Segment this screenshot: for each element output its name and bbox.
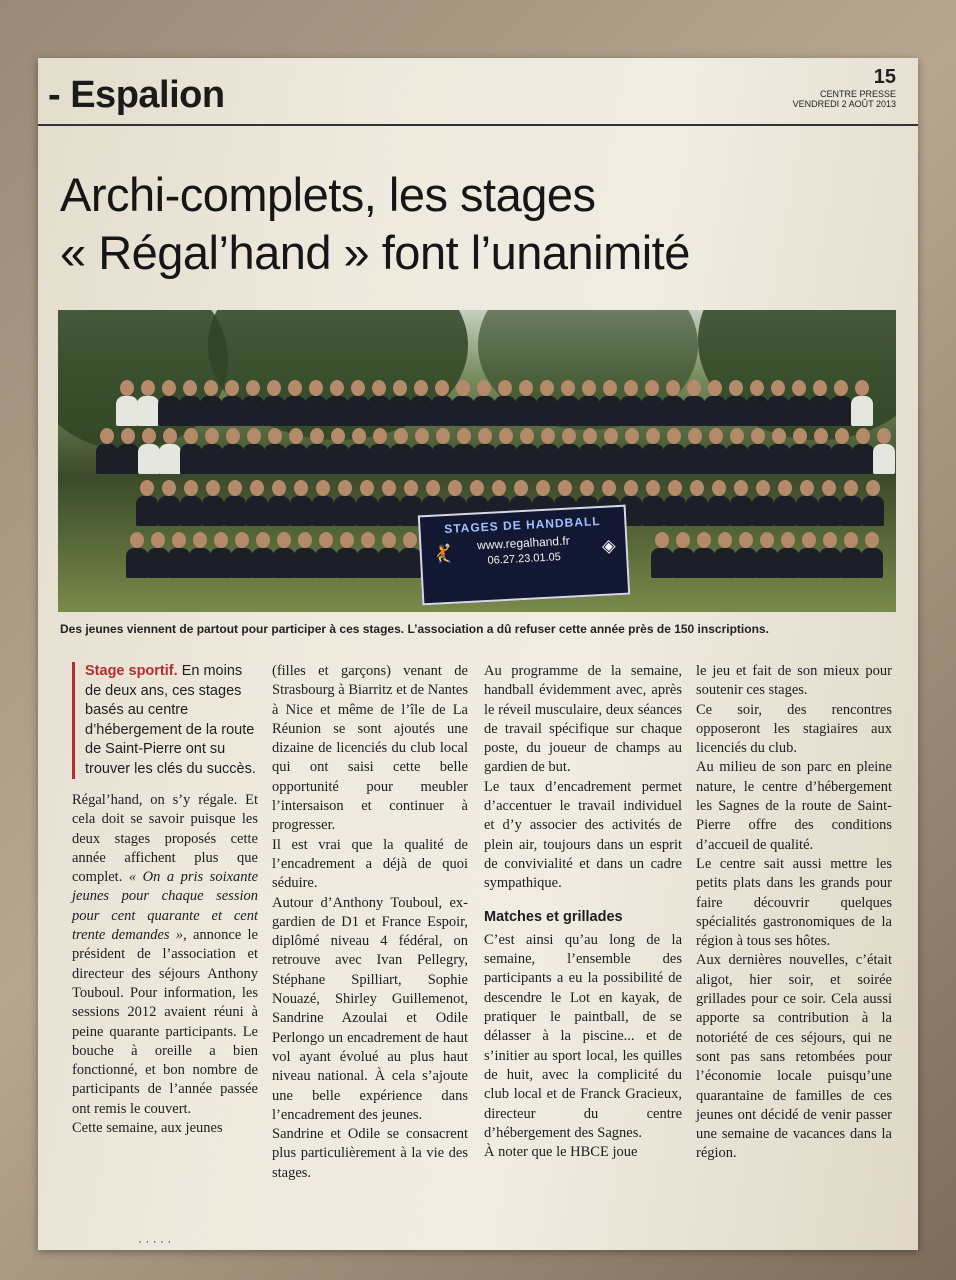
person-silhouette <box>149 532 167 578</box>
person-silhouette <box>336 480 354 526</box>
person-silhouette <box>248 480 266 526</box>
page-info <box>793 66 896 109</box>
headline-line-2: « Régal’hand » font l’unanimité <box>60 226 690 279</box>
person-silhouette <box>314 480 332 526</box>
person-silhouette <box>695 532 713 578</box>
body-paragraph: (filles et garçons) venant de Strasbourg à Biarritz et de Nantes à Nice et même de l’île de La Réunion se sont ajoutés une dizaine de licenciés du club local qui ont saisi cette belle opportunité pour meubler l’intersaison et continuer à progresser. <box>272 663 468 834</box>
person-silhouette <box>559 380 577 426</box>
person-silhouette <box>643 380 661 426</box>
person-silhouette <box>538 380 556 426</box>
person-silhouette <box>118 380 136 426</box>
person-silhouette <box>497 428 515 474</box>
col1-text: Régal’hand, on s’y régale. Et cela doit se savoir puisque les deux stages proposés cette année affichent plus que complet. <box>72 792 258 886</box>
group-photo <box>58 310 896 612</box>
person-silhouette <box>791 428 809 474</box>
person-silhouette <box>496 380 514 426</box>
person-silhouette <box>358 480 376 526</box>
photo-caption: Des jeunes viennent de partout pour participer à ces stages. L’association a dû refuser cette année près de 150 inscriptions. <box>60 622 769 636</box>
person-silhouette <box>674 532 692 578</box>
publication-name: CENTRE PRESSE <box>819 89 896 99</box>
person-silhouette <box>128 532 146 578</box>
lead-paragraph <box>72 662 258 779</box>
cut-off-text: · · · · · <box>138 1234 172 1248</box>
person-silhouette <box>412 380 430 426</box>
body-paragraph: Le taux d’encadrement permet d’accentuer le travail individuel et d’y associer des activités de plein air, toujours dans un esprit de convivialité et dans un cadre sympathique. <box>484 778 682 892</box>
person-silhouette <box>707 428 725 474</box>
article-column-1 <box>72 662 258 1138</box>
quote: « On a pris soixante jeunes pour chaque session pour cent quarante et cent trente demandes » <box>72 869 259 944</box>
person-silhouette <box>518 428 536 474</box>
body-paragraph: Cette semaine, aux jeunes <box>72 1120 223 1137</box>
person-silhouette <box>226 480 244 526</box>
person-silhouette <box>476 428 494 474</box>
person-silhouette <box>863 532 881 578</box>
person-silhouette <box>728 428 746 474</box>
person-silhouette <box>560 428 578 474</box>
person-silhouette <box>517 380 535 426</box>
body-paragraph: Sandrine et Odile se consacrent plus particulièrement à la vie des stages. <box>272 1126 468 1181</box>
person-silhouette <box>748 380 766 426</box>
person-silhouette <box>454 380 472 426</box>
person-silhouette <box>307 380 325 426</box>
masthead <box>38 58 918 126</box>
person-silhouette <box>139 380 157 426</box>
person-silhouette <box>160 380 178 426</box>
person-silhouette <box>581 428 599 474</box>
page-number: 15 <box>873 66 896 88</box>
person-silhouette <box>434 428 452 474</box>
person-silhouette <box>664 380 682 426</box>
headline <box>60 166 900 282</box>
person-silhouette <box>182 428 200 474</box>
banner-url: www.regalhand.fr <box>476 533 571 553</box>
person-silhouette <box>653 532 671 578</box>
article-column-2 <box>272 662 468 1183</box>
article-column-4 <box>696 662 892 1164</box>
person-silhouette <box>665 428 683 474</box>
person-silhouette <box>401 532 419 578</box>
headline-line-1: Archi-complets, les stages <box>60 168 596 221</box>
person-silhouette <box>224 428 242 474</box>
person-silhouette <box>539 428 557 474</box>
club-crest-icon: ◈ <box>601 535 617 556</box>
person-silhouette <box>790 380 808 426</box>
person-silhouette <box>350 428 368 474</box>
person-silhouette <box>601 380 619 426</box>
person-silhouette <box>811 380 829 426</box>
person-silhouette <box>688 480 706 526</box>
person-silhouette <box>392 428 410 474</box>
person-silhouette <box>223 380 241 426</box>
publication-date: VENDREDI 2 AOÛT 2013 <box>792 99 896 109</box>
person-silhouette <box>203 428 221 474</box>
person-silhouette <box>119 428 137 474</box>
person-silhouette <box>779 532 797 578</box>
person-silhouette <box>292 480 310 526</box>
person-silhouette <box>275 532 293 578</box>
person-silhouette <box>245 428 263 474</box>
person-silhouette <box>317 532 335 578</box>
person-silhouette <box>820 480 838 526</box>
body-paragraph: C’est ainsi qu’au long de la semaine, l’ensemble des participants a eu la possibilité de descendre le Lot en kayak, de pratiquer le paintball, de se délasser à la piscine... et de s’initier au sport local, les quilles de huit, avec la complicité du club local et de Franck Gracieux, directeur du centre d’hébergement des Sagnes. <box>484 931 682 1141</box>
person-silhouette <box>244 380 262 426</box>
person-silhouette <box>776 480 794 526</box>
person-silhouette <box>254 532 272 578</box>
person-silhouette <box>623 428 641 474</box>
person-silhouette <box>821 532 839 578</box>
person-silhouette <box>727 380 745 426</box>
subheading: Matches et grillades <box>484 908 623 925</box>
banner-title: STAGES DE HANDBALL <box>443 513 601 537</box>
person-silhouette <box>182 480 200 526</box>
person-silhouette <box>265 380 283 426</box>
person-silhouette <box>329 428 347 474</box>
newspaper-clipping <box>38 58 918 1250</box>
person-silhouette <box>644 428 662 474</box>
person-silhouette <box>296 532 314 578</box>
body-paragraph: À noter que le HBCE joue <box>484 1144 638 1161</box>
handball-banner <box>418 505 630 606</box>
person-silhouette <box>710 480 728 526</box>
body-paragraph: Le centre sait aussi mettre les petits plats dans les grands pour faire découvrir quelques spécialités gastronomiques de la région à tous ses hôtes. <box>696 855 892 950</box>
person-silhouette <box>308 428 326 474</box>
person-silhouette <box>371 428 389 474</box>
person-silhouette <box>370 380 388 426</box>
person-silhouette <box>338 532 356 578</box>
banner-phone: 06.27.23.01.05 <box>487 551 562 567</box>
person-silhouette <box>181 380 199 426</box>
person-silhouette <box>160 480 178 526</box>
person-silhouette <box>770 428 788 474</box>
body-paragraph: le jeu et fait de son mieux pour soutenir ces stages. <box>696 663 892 699</box>
person-silhouette <box>233 532 251 578</box>
person-silhouette <box>391 380 409 426</box>
person-silhouette <box>732 480 750 526</box>
person-silhouette <box>204 480 222 526</box>
person-silhouette <box>864 480 882 526</box>
body-paragraph <box>72 791 258 1119</box>
person-silhouette <box>812 428 830 474</box>
person-silhouette <box>842 480 860 526</box>
person-silhouette <box>769 380 787 426</box>
person-silhouette <box>853 380 871 426</box>
person-silhouette <box>413 428 431 474</box>
person-silhouette <box>754 480 772 526</box>
person-silhouette <box>433 380 451 426</box>
person-silhouette <box>380 532 398 578</box>
person-silhouette <box>140 428 158 474</box>
person-silhouette <box>380 480 398 526</box>
person-silhouette <box>875 428 893 474</box>
person-silhouette <box>602 428 620 474</box>
person-silhouette <box>202 380 220 426</box>
person-silhouette <box>666 480 684 526</box>
person-silhouette <box>716 532 734 578</box>
person-silhouette <box>212 532 230 578</box>
person-silhouette <box>170 532 188 578</box>
person-silhouette <box>359 532 377 578</box>
person-silhouette <box>798 480 816 526</box>
person-silhouette <box>749 428 767 474</box>
person-silhouette <box>737 532 755 578</box>
person-silhouette <box>833 428 851 474</box>
person-silhouette <box>455 428 473 474</box>
person-silhouette <box>854 428 872 474</box>
person-silhouette <box>266 428 284 474</box>
person-silhouette <box>161 428 179 474</box>
person-silhouette <box>349 380 367 426</box>
person-silhouette <box>842 532 860 578</box>
person-silhouette <box>286 380 304 426</box>
person-silhouette <box>580 380 598 426</box>
person-silhouette <box>706 380 724 426</box>
lead-kicker: Stage sportif. <box>85 663 178 679</box>
handball-player-icon: 🤾 <box>431 543 455 565</box>
person-silhouette <box>686 428 704 474</box>
body-paragraph: Au programme de la semaine, handball évidemment avec, après le réveil musculaire, deux séances de travail spécifique sur chaque poste, du joueur de champs au gardien de but. <box>484 663 682 776</box>
article-column-3 <box>484 662 682 1162</box>
body-paragraph: Autour d’Anthony Touboul, ex-gardien de D1 et France Espoir, diplômé niveau 4 fédéral, on retrouve avec Ivan Pellegry, Stéphane Spilliart, Sophie Nouazé, Shirley Guillemenot, Sandrine Azoulai et Odile Perlongo un encadrement de haut vol ayant évolué au plus haut niveau national. À cela s’ajoute une belle expérience dans l’encadrement des jeunes. <box>272 894 468 1123</box>
body-paragraph: Aux dernières nouvelles, c’était aligot, hier soir, et soirée grillades pour ce soir. Cela aussi apporte sa contribution à la notoriété de ces séjours, qui ne sont pas sans retombées pour l’économie locale puisqu’une quarantaine de familles de ces jeunes ont décidé de venir passer une semaine de vacances dans la région. <box>696 952 892 1162</box>
person-silhouette <box>138 480 156 526</box>
person-silhouette <box>832 380 850 426</box>
person-silhouette <box>800 532 818 578</box>
person-silhouette <box>191 532 209 578</box>
col1-text-end: , annonce le président de l’association et directeur des séjours Anthony Touboul. Pour information, les sessions 2012 avaient réuni à peine quarante participants. Le bouche à oreille a bien fonctionné, et bon nombre de participants de l’année passée ont remis le couvert. <box>72 927 258 1117</box>
person-silhouette <box>98 428 116 474</box>
person-silhouette <box>328 380 346 426</box>
person-silhouette <box>475 380 493 426</box>
person-silhouette <box>622 380 640 426</box>
person-silhouette <box>287 428 305 474</box>
person-silhouette <box>270 480 288 526</box>
person-silhouette <box>685 380 703 426</box>
body-paragraph: Ce soir, des rencontres opposeront les stagiaires aux licenciés du club. <box>696 701 892 757</box>
lead-text: En moins de deux ans, ces stages basés au centre d’hébergement de la route de Saint-Pierre ont su trouver les clés du succès. <box>85 663 256 777</box>
body-paragraph: Au milieu de son parc en pleine nature, le centre d’hébergement les Sagnes de la route de Saint-Pierre offre des conditions d’accueil de qualité. <box>696 759 892 853</box>
section-title: - Espalion <box>48 74 225 116</box>
person-silhouette <box>758 532 776 578</box>
person-silhouette <box>644 480 662 526</box>
body-paragraph: Il est vrai que la qualité de l’encadrement a déjà de quoi séduire. <box>272 836 468 892</box>
